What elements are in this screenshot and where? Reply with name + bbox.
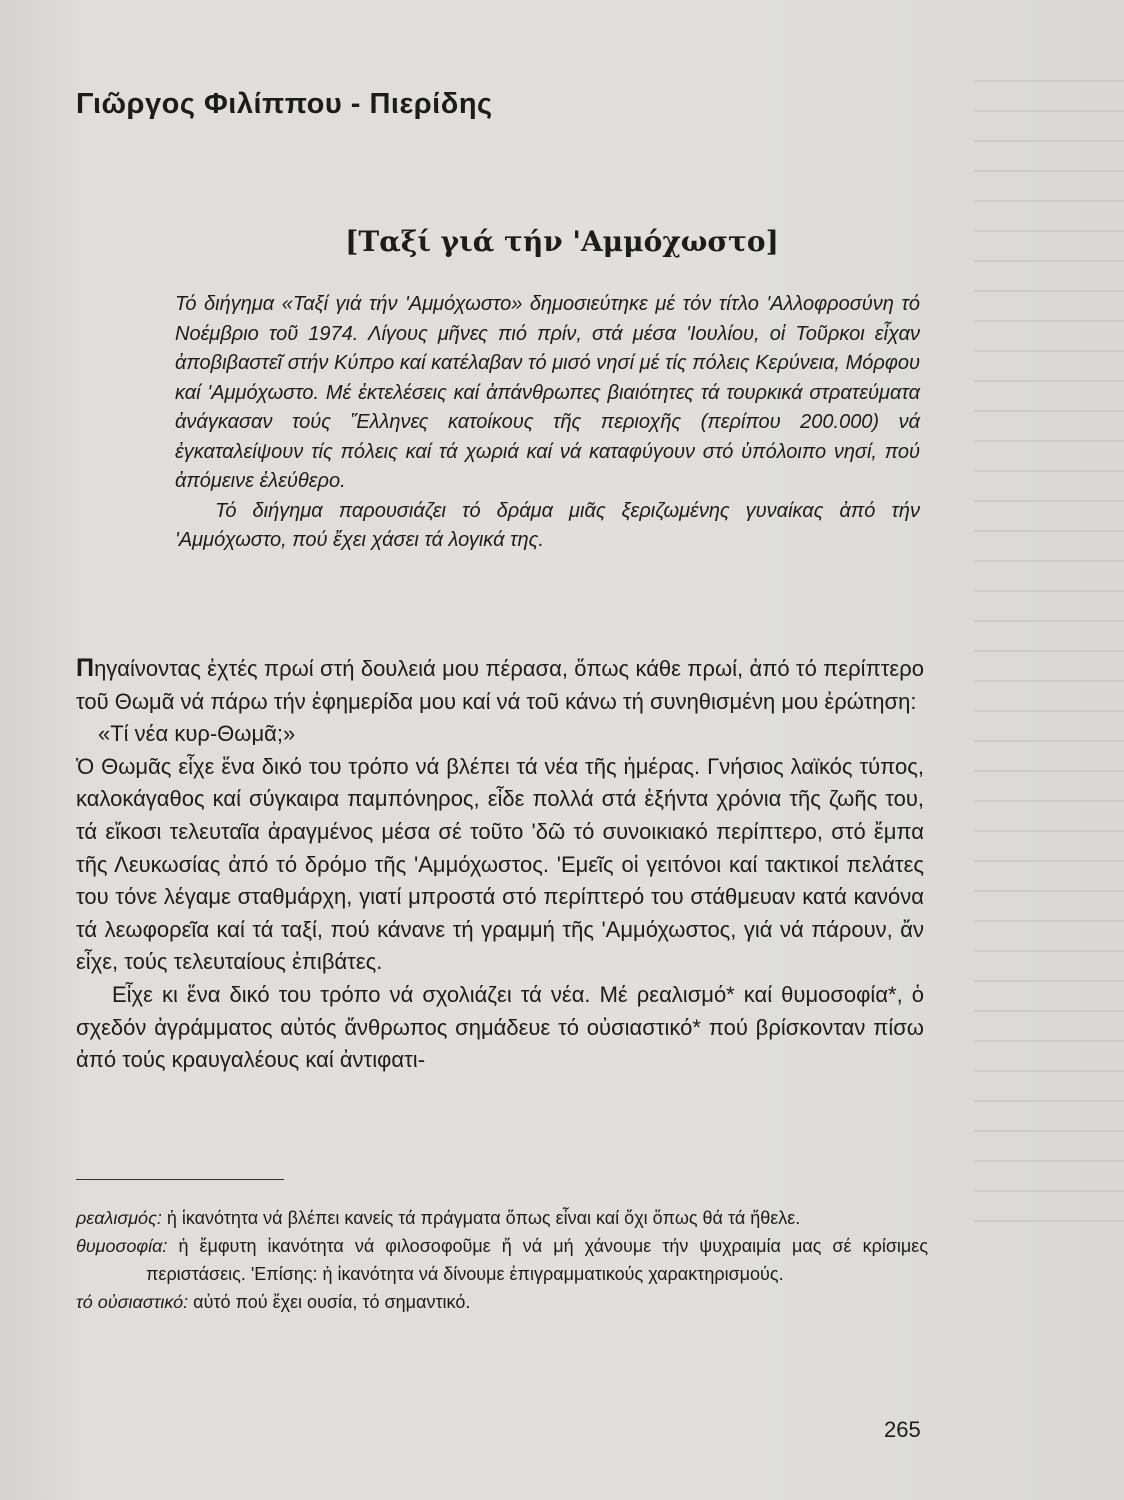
body-paragraph-4: Εἶχε κι ἕνα δικό του τρόπο νά σχολιάζει τά νέα. Μέ ρεαλισμό* καί θυμοσοφία*, ὁ σχεδόν ἀγράμματος αὐτός ἄνθρωπος σημάδευε τό οὐσιαστικό* πού βρίσκονταν πίσω ἀπό τούς κραυγαλέους καί ἀντιφατι-: [76, 981, 924, 1073]
footnote-thymosofia: [76, 1232, 928, 1288]
footnote-term: τό οὐσιαστικό:: [76, 1292, 189, 1312]
footnote-realismos: [76, 1204, 928, 1232]
footnote-term: ρεαλισμός:: [76, 1208, 162, 1228]
drop-cap: Π: [76, 654, 95, 682]
story-title: [Ταξί γιά τήν 'Αμμόχωστο]: [345, 225, 779, 258]
intro-paragraph-2: Τό διήγημα παρουσιάζει τό δράμα μιᾶς ξεριζωμένης γυναίκας ἀπό τήν 'Αμμόχωστο, πού ἔχει χάσει τά λογικά της.: [175, 499, 920, 551]
story-body: [76, 652, 924, 1077]
footnote-text: ἡ ἔμφυτη ἱκανότητα νά φιλοσοφοῦμε ἤ νά μή χάνουμε τήν ψυχραιμία μας σέ κρίσιμες περιστάσεις. 'Επίσης: ἡ ἱκανότητα νά δίνουμε ἐπιγραμματικούς χαρακτηρισμούς.: [146, 1236, 928, 1284]
footnotes: [76, 1204, 928, 1316]
footnote-text: αὐτό πού ἔχει ουσία, τό σημαντικό.: [193, 1292, 471, 1312]
intro-note: [175, 290, 920, 556]
body-quote: «Τί νέα κυρ-Θωμᾶ;»: [98, 721, 296, 747]
author-name: Γιῶργος Φιλίππου - Πιερίδης: [76, 88, 493, 120]
footnote-rule: [76, 1179, 284, 1180]
body-paragraph-3: Ὁ Θωμᾶς εἶχε ἕνα δικό του τρόπο νά βλέπει τά νέα τῆς ἡμέρας. Γνήσιος λαϊκός τύπος, καλοκάγαθος καί σύγκαιρα παμπόνηρος, εἶδε πολλά στά ἑξήντα χρόνια τῆς ζωῆς του, τά εἴκοσι τελευταῖα ἀραγμένος μέσα σέ τοῦτο 'δῶ τό συνοικιακό περίπτερο, στό ἔμπα τῆς Λευκωσίας ἀπό τό δρόμο τῆς 'Αμμόχωστος. 'Εμεῖς οἱ γειτόνοι καί τακτικοί πελάτες του τόνε λέγαμε σταθμάρχη, γιατί μπροστά στό περίπτερό του στάθμευαν κατά κανόνα τά λεωφορεῖα καί τά ταξί, πού κάνανε τή γραμμή τῆς 'Αμμόχωστος, γιά νά πάρουν, ἄν εἶχε, τούς τελευταίους ἐπιβάτες.: [76, 753, 924, 975]
intro-paragraph-1: Τό διήγημα «Ταξί γιά τήν 'Αμμόχωστο» δημοσιεύτηκε μέ τόν τίτλο 'Αλλοφροσύνη τό Νοέμβριο τοῦ 1974. Λίγους μῆνες πιό πρίν, στά μέσα 'Ιουλίου, οἱ Τοῦρκοι εἶχαν ἀποβιβαστεῖ στήν Κύπρο καί κατέλαβαν τό μισό νησί μέ τίς πόλεις Κερύνεια, Μόρφου καί 'Αμμόχωστο. Μέ ἐκτελέσεις καί ἀπάνθρωπες βιαιότητες τά τουρκικά στρατεύματα ἀνάγκασαν τούς Ἕλληνες κατοίκους τῆς περιοχῆς (περίπου 200.000) νά ἐγκαταλείψουν τίς πόλεις καί τά χωριά καί νά καταφύγουν στό ὑπόλοιπο νησί, πού ἀπόμεινε ἐλεύθερο.: [175, 293, 920, 492]
page-number: 265: [884, 1417, 921, 1442]
body-paragraph-1: [76, 652, 924, 718]
footnote-ousiastiko: [76, 1288, 928, 1316]
body-paragraph-1-text: ηγαίνοντας ἐχτές πρωί στή δουλειά μου πέρασα, ὅπως κάθε πρωί, ἀπό τό περίπτερο τοῦ Θωμᾶ νά πάρω τήν ἐφημερίδα μου καί νά τοῦ κάνω τή συνηθισμένη μου ἐρώτηση:: [76, 656, 924, 714]
footnote-term: θυμοσοφία:: [76, 1236, 168, 1256]
footnote-text: ἡ ἱκανότητα νά βλέπει κανείς τά πράγματα ὅπως εἶναι καί ὄχι ὅπως θά τά ἤθελε.: [166, 1208, 801, 1228]
